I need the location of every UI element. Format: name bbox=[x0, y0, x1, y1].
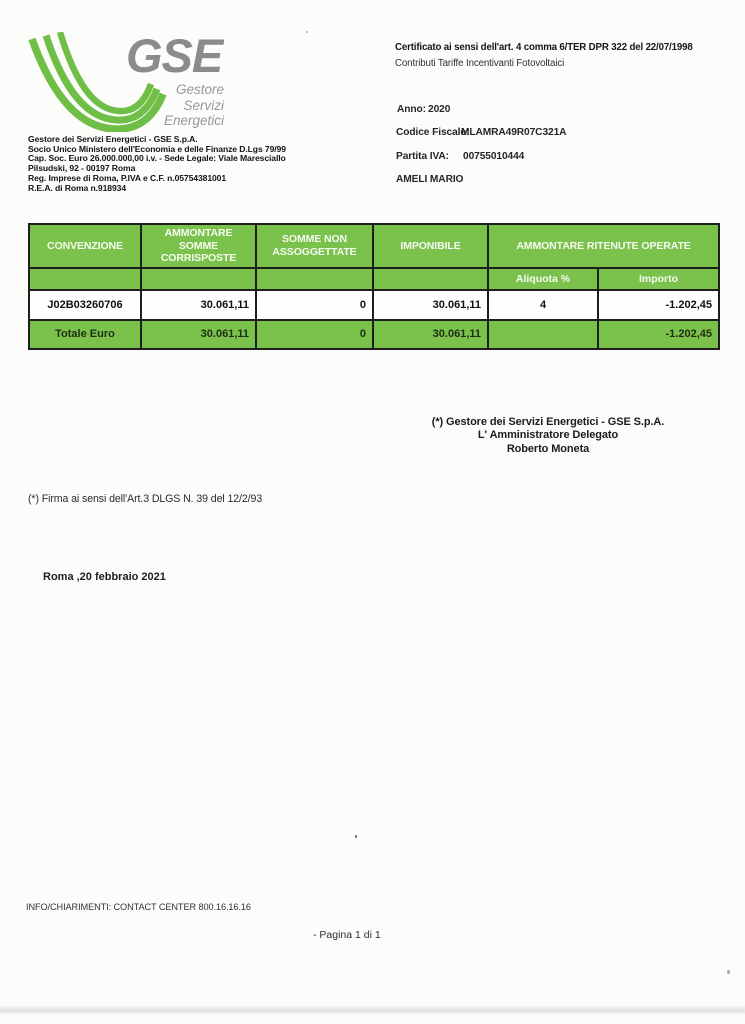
table-header-row bbox=[29, 224, 719, 268]
codice-fiscale-value: MLAMRA49R07C321A bbox=[461, 127, 567, 138]
anno-label: Anno: bbox=[397, 104, 426, 115]
scan-speck bbox=[306, 31, 308, 33]
page-number: - Pagina 1 di 1 bbox=[313, 929, 381, 941]
signature-block bbox=[380, 416, 716, 456]
contact-center-info: INFO/CHIARIMENTI: CONTACT CENTER 800.16.16.16 bbox=[26, 902, 251, 912]
signature-footnote: (*) Firma ai sensi dell'Art.3 DLGS N. 39 del 12/2/93 bbox=[28, 493, 263, 505]
cell-convenzione: J02B03260706 bbox=[29, 290, 141, 320]
company-info-line: Reg. Imprese di Roma, P.IVA e C.F. n.05754381001 bbox=[28, 172, 227, 183]
subheader-filler bbox=[29, 268, 141, 290]
gse-logo-text: GSE bbox=[126, 29, 223, 82]
company-info-line: Socio Unico Ministero dell'Economia e delle Finanze D.Lgs 79/99 bbox=[28, 143, 286, 154]
company-info-block bbox=[28, 135, 328, 193]
signature-company: (*) Gestore dei Servizi Energetici - GSE S.p.A. bbox=[431, 416, 665, 428]
col-header-ammontare-somme: AMMONTARE SOMME CORRISPOSTE bbox=[141, 224, 256, 268]
company-info-line: R.E.A. di Roma n.918934 bbox=[28, 182, 126, 193]
company-info-line: Cap. Soc. Euro 26.000.000,00 i.v. - Sede Legale: Viale Maresciallo bbox=[28, 153, 286, 164]
subheader-filler bbox=[256, 268, 373, 290]
partita-iva-label: Partita IVA: bbox=[396, 151, 449, 162]
table-row bbox=[29, 290, 719, 320]
scan-speck bbox=[355, 835, 357, 838]
place-date-line: Roma ,20 febbraio 2021 bbox=[43, 571, 166, 583]
table-total-row bbox=[29, 320, 719, 349]
codice-fiscale-label: Codice Fiscale: bbox=[396, 127, 470, 138]
tagline-line: Servizi bbox=[183, 97, 224, 113]
total-importo: -1.202,45 bbox=[598, 320, 719, 349]
holder-name: AMELI MARIO bbox=[396, 174, 464, 185]
cell-importo: -1.202,45 bbox=[598, 290, 719, 320]
certificate-subtitle: Contributi Tariffe Incentivanti Fotovoltaici bbox=[395, 58, 565, 69]
table-subheader-row bbox=[29, 268, 719, 290]
subheader-importo: Importo bbox=[598, 268, 719, 290]
signature-name: Roberto Moneta bbox=[506, 442, 590, 455]
anno-value: 2020 bbox=[428, 104, 451, 115]
total-somme-non: 0 bbox=[256, 320, 373, 349]
subheader-filler bbox=[373, 268, 488, 290]
subheader-filler bbox=[141, 268, 256, 290]
scan-edge-shadow bbox=[0, 1005, 745, 1015]
cell-aliquota: 4 bbox=[488, 290, 598, 320]
total-aliquota bbox=[488, 320, 598, 349]
subheader-aliquota: Aliquota % bbox=[488, 268, 598, 290]
total-imponibile: 30.061,11 bbox=[373, 320, 488, 349]
tagline-line: Energetici bbox=[163, 113, 224, 128]
certificate-title: Certificato ai sensi dell'art. 4 comma 6/TER DPR 322 del 22/07/1998 bbox=[395, 42, 693, 53]
signature-role: L' Amministratore Delegato bbox=[477, 429, 619, 442]
col-header-imponibile: IMPONIBILE bbox=[373, 224, 488, 268]
company-info-line: Gestore dei Servizi Energetici - GSE S.p.A. bbox=[28, 134, 198, 144]
company-info-line: Pilsudski, 92 - 00197 Roma bbox=[28, 163, 136, 174]
gse-logo-tagline bbox=[100, 82, 224, 129]
cell-ammontare-somme: 30.061,11 bbox=[141, 290, 256, 320]
scan-speck bbox=[727, 970, 730, 974]
col-header-convenzione: CONVENZIONE bbox=[29, 224, 141, 268]
total-label: Totale Euro bbox=[29, 320, 141, 349]
partita-iva-value: 00755010444 bbox=[463, 151, 525, 162]
col-header-somme-non: SOMME NON ASSOGGETTATE bbox=[256, 224, 373, 268]
tagline-line: Gestore bbox=[175, 82, 224, 97]
total-ammontare-somme: 30.061,11 bbox=[141, 320, 256, 349]
withholding-table bbox=[28, 223, 720, 350]
col-header-ritenute: AMMONTARE RITENUTE OPERATE bbox=[488, 224, 719, 268]
cell-imponibile: 30.061,11 bbox=[373, 290, 488, 320]
cell-somme-non: 0 bbox=[256, 290, 373, 320]
